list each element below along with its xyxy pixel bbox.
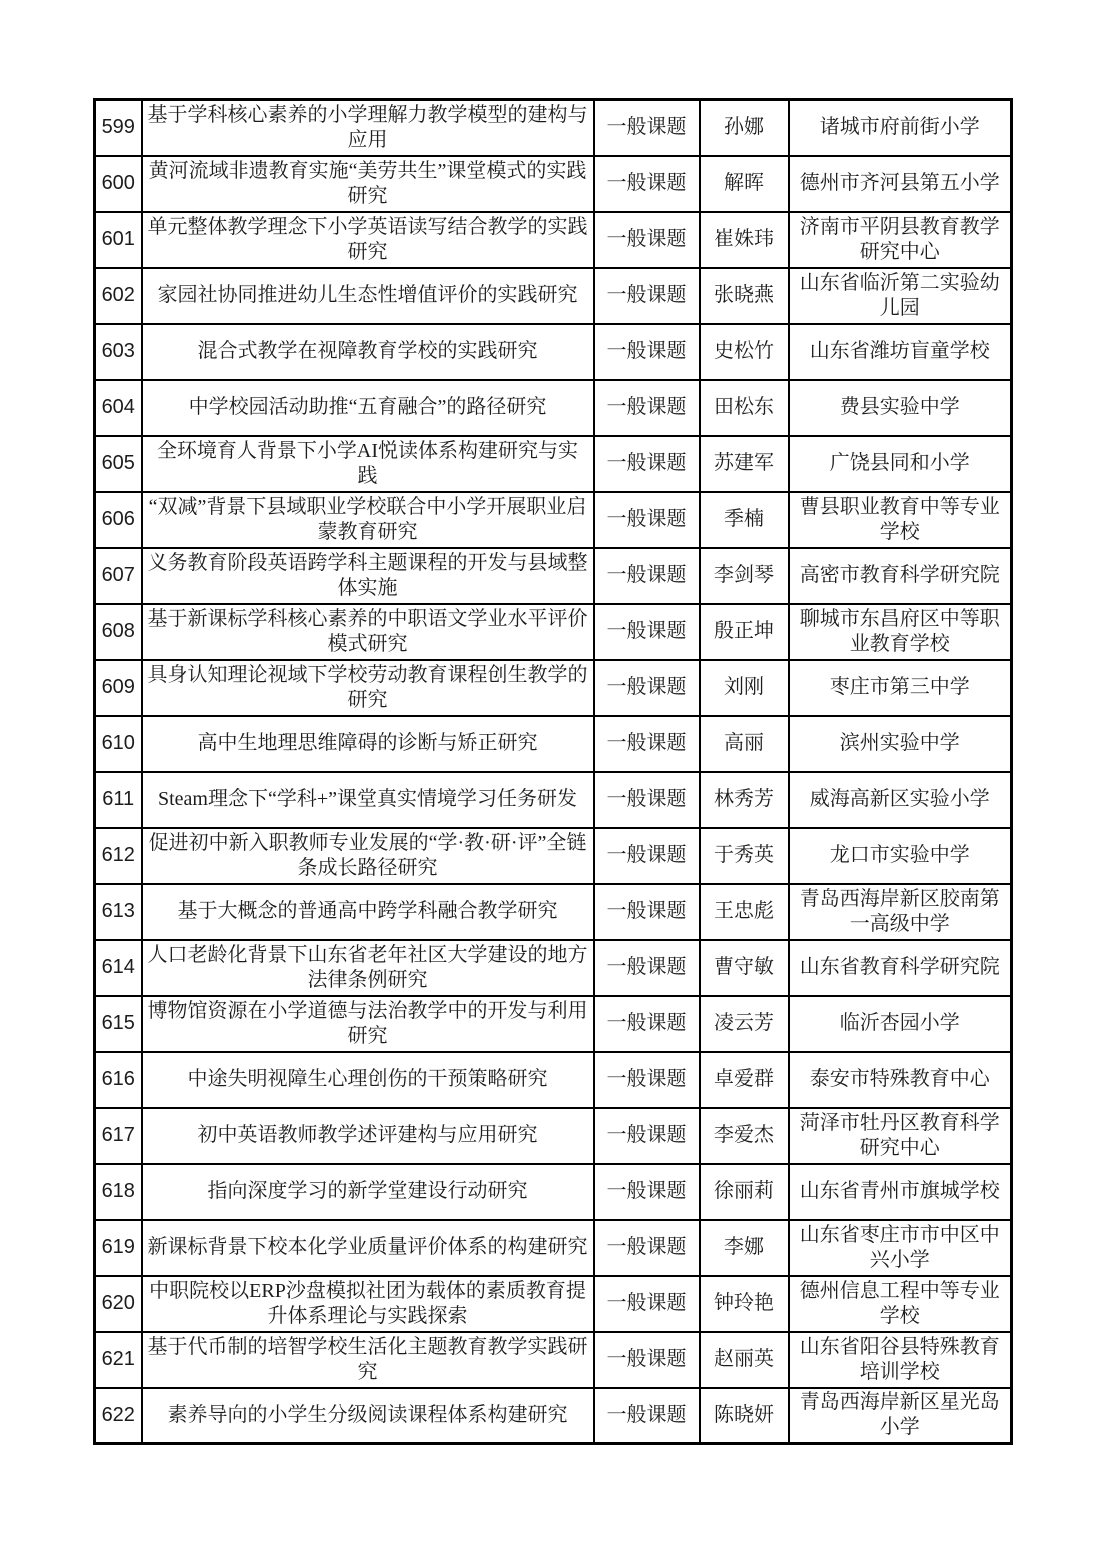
institution-cell: 济南市平阴县教育教学研究中心 — [789, 212, 1012, 268]
table-row — [95, 100, 1012, 156]
institution-cell: 枣庄市第三中学 — [789, 660, 1012, 716]
serial-number-cell: 621 — [95, 1332, 142, 1388]
category-cell: 一般课题 — [594, 324, 700, 380]
project-title-cell: 基于新课标学科核心素养的中职语文学业水平评价模式研究 — [142, 604, 594, 660]
leader-name-cell: 殷正坤 — [700, 604, 789, 660]
leader-name-cell: 李剑琴 — [700, 548, 789, 604]
project-title-cell: 基于学科核心素养的小学理解力教学模型的建构与应用 — [142, 100, 594, 156]
institution-cell: 青岛西海岸新区星光岛小学 — [789, 1388, 1012, 1444]
institution-cell: 山东省枣庄市市中区中兴小学 — [789, 1220, 1012, 1276]
institution-cell: 滨州实验中学 — [789, 716, 1012, 772]
category-cell: 一般课题 — [594, 268, 700, 324]
table-row — [95, 1332, 1012, 1388]
leader-name-cell: 张晓燕 — [700, 268, 789, 324]
project-title-cell: 初中英语教师教学述评建构与应用研究 — [142, 1108, 594, 1164]
institution-cell: 龙口市实验中学 — [789, 828, 1012, 884]
category-cell: 一般课题 — [594, 1052, 700, 1108]
table-row — [95, 884, 1012, 940]
leader-name-cell: 李娜 — [700, 1220, 789, 1276]
project-title-cell: 中职院校以ERP沙盘模拟社团为载体的素质教育提升体系理论与实践探索 — [142, 1276, 594, 1332]
leader-name-cell: 解晖 — [700, 156, 789, 212]
project-title-cell: 具身认知理论视域下学校劳动教育课程创生教学的研究 — [142, 660, 594, 716]
table-row — [95, 940, 1012, 996]
project-title-cell: 黄河流域非遗教育实施“美劳共生”课堂模式的实践研究 — [142, 156, 594, 212]
project-title-cell: 全环境育人背景下小学AI悦读体系构建研究与实践 — [142, 436, 594, 492]
project-title-cell: 混合式教学在视障教育学校的实践研究 — [142, 324, 594, 380]
serial-number-cell: 617 — [95, 1108, 142, 1164]
project-title-cell: 基于大概念的普通高中跨学科融合教学研究 — [142, 884, 594, 940]
leader-name-cell: 田松东 — [700, 380, 789, 436]
serial-number-cell: 603 — [95, 324, 142, 380]
serial-number-cell: 608 — [95, 604, 142, 660]
leader-name-cell: 崔姝玮 — [700, 212, 789, 268]
institution-cell: 高密市教育科学研究院 — [789, 548, 1012, 604]
category-cell: 一般课题 — [594, 548, 700, 604]
category-cell: 一般课题 — [594, 1108, 700, 1164]
category-cell: 一般课题 — [594, 212, 700, 268]
category-cell: 一般课题 — [594, 604, 700, 660]
leader-name-cell: 陈晓妍 — [700, 1388, 789, 1444]
table-row — [95, 1220, 1012, 1276]
category-cell: 一般课题 — [594, 380, 700, 436]
serial-number-cell: 616 — [95, 1052, 142, 1108]
institution-cell: 山东省青州市旗城学校 — [789, 1164, 1012, 1220]
institution-cell: 广饶县同和小学 — [789, 436, 1012, 492]
category-cell: 一般课题 — [594, 156, 700, 212]
table-row — [95, 660, 1012, 716]
project-title-cell: “双减”背景下县域职业学校联合中小学开展职业启蒙教育研究 — [142, 492, 594, 548]
institution-cell: 山东省临沂第二实验幼儿园 — [789, 268, 1012, 324]
serial-number-cell: 604 — [95, 380, 142, 436]
project-approval-table-container — [93, 98, 1013, 1445]
institution-cell: 临沂杏园小学 — [789, 996, 1012, 1052]
leader-name-cell: 钟玲艳 — [700, 1276, 789, 1332]
table-row — [95, 716, 1012, 772]
table-row — [95, 1388, 1012, 1444]
category-cell: 一般课题 — [594, 1276, 700, 1332]
institution-cell: 青岛西海岸新区胶南第一高级中学 — [789, 884, 1012, 940]
serial-number-cell: 606 — [95, 492, 142, 548]
serial-number-cell: 614 — [95, 940, 142, 996]
leader-name-cell: 高丽 — [700, 716, 789, 772]
project-title-cell: 单元整体教学理念下小学英语读写结合教学的实践研究 — [142, 212, 594, 268]
leader-name-cell: 林秀芳 — [700, 772, 789, 828]
project-title-cell: 家园社协同推进幼儿生态性增值评价的实践研究 — [142, 268, 594, 324]
category-cell: 一般课题 — [594, 940, 700, 996]
project-title-cell: 素养导向的小学生分级阅读课程体系构建研究 — [142, 1388, 594, 1444]
table-row — [95, 1164, 1012, 1220]
leader-name-cell: 史松竹 — [700, 324, 789, 380]
project-title-cell: 博物馆资源在小学道德与法治教学中的开发与利用研究 — [142, 996, 594, 1052]
project-title-cell: 中途失明视障生心理创伤的干预策略研究 — [142, 1052, 594, 1108]
project-title-cell: 高中生地理思维障碍的诊断与矫正研究 — [142, 716, 594, 772]
serial-number-cell: 615 — [95, 996, 142, 1052]
project-title-cell: 新课标背景下校本化学业质量评价体系的构建研究 — [142, 1220, 594, 1276]
leader-name-cell: 孙娜 — [700, 100, 789, 156]
category-cell: 一般课题 — [594, 996, 700, 1052]
category-cell: 一般课题 — [594, 716, 700, 772]
table-row — [95, 212, 1012, 268]
category-cell: 一般课题 — [594, 436, 700, 492]
institution-cell: 诸城市府前街小学 — [789, 100, 1012, 156]
institution-cell: 威海高新区实验小学 — [789, 772, 1012, 828]
category-cell: 一般课题 — [594, 1388, 700, 1444]
leader-name-cell: 曹守敏 — [700, 940, 789, 996]
table-row — [95, 548, 1012, 604]
serial-number-cell: 613 — [95, 884, 142, 940]
table-row — [95, 996, 1012, 1052]
serial-number-cell: 599 — [95, 100, 142, 156]
table-row — [95, 828, 1012, 884]
serial-number-cell: 612 — [95, 828, 142, 884]
project-title-cell: Steam理念下“学科+”课堂真实情境学习任务研发 — [142, 772, 594, 828]
project-approval-table — [93, 98, 1013, 1445]
category-cell: 一般课题 — [594, 1164, 700, 1220]
serial-number-cell: 622 — [95, 1388, 142, 1444]
category-cell: 一般课题 — [594, 492, 700, 548]
project-title-cell: 指向深度学习的新学堂建设行动研究 — [142, 1164, 594, 1220]
table-row — [95, 1052, 1012, 1108]
leader-name-cell: 刘刚 — [700, 660, 789, 716]
leader-name-cell: 凌云芳 — [700, 996, 789, 1052]
category-cell: 一般课题 — [594, 1220, 700, 1276]
institution-cell: 山东省阳谷县特殊教育培训学校 — [789, 1332, 1012, 1388]
category-cell: 一般课题 — [594, 660, 700, 716]
leader-name-cell: 赵丽英 — [700, 1332, 789, 1388]
serial-number-cell: 609 — [95, 660, 142, 716]
institution-cell: 德州信息工程中等专业学校 — [789, 1276, 1012, 1332]
institution-cell: 泰安市特殊教育中心 — [789, 1052, 1012, 1108]
institution-cell: 山东省教育科学研究院 — [789, 940, 1012, 996]
institution-cell: 菏泽市牡丹区教育科学研究中心 — [789, 1108, 1012, 1164]
serial-number-cell: 618 — [95, 1164, 142, 1220]
leader-name-cell: 季楠 — [700, 492, 789, 548]
leader-name-cell: 苏建军 — [700, 436, 789, 492]
project-title-cell: 义务教育阶段英语跨学科主题课程的开发与县域整体实施 — [142, 548, 594, 604]
institution-cell: 山东省潍坊盲童学校 — [789, 324, 1012, 380]
category-cell: 一般课题 — [594, 772, 700, 828]
leader-name-cell: 于秀英 — [700, 828, 789, 884]
table-row — [95, 380, 1012, 436]
serial-number-cell: 602 — [95, 268, 142, 324]
serial-number-cell: 619 — [95, 1220, 142, 1276]
institution-cell: 聊城市东昌府区中等职业教育学校 — [789, 604, 1012, 660]
leader-name-cell: 李爱杰 — [700, 1108, 789, 1164]
category-cell: 一般课题 — [594, 884, 700, 940]
leader-name-cell: 王忠彪 — [700, 884, 789, 940]
table-row — [95, 604, 1012, 660]
serial-number-cell: 605 — [95, 436, 142, 492]
serial-number-cell: 611 — [95, 772, 142, 828]
serial-number-cell: 600 — [95, 156, 142, 212]
table-row — [95, 268, 1012, 324]
institution-cell: 德州市齐河县第五小学 — [789, 156, 1012, 212]
table-row — [95, 772, 1012, 828]
institution-cell: 费县实验中学 — [789, 380, 1012, 436]
category-cell: 一般课题 — [594, 828, 700, 884]
leader-name-cell: 卓爱群 — [700, 1052, 789, 1108]
project-title-cell: 基于代币制的培智学校生活化主题教育教学实践研究 — [142, 1332, 594, 1388]
serial-number-cell: 620 — [95, 1276, 142, 1332]
project-title-cell: 促进初中新入职教师专业发展的“学·教·研·评”全链条成长路径研究 — [142, 828, 594, 884]
project-title-cell: 人口老龄化背景下山东省老年社区大学建设的地方法律条例研究 — [142, 940, 594, 996]
table-row — [95, 1276, 1012, 1332]
serial-number-cell: 601 — [95, 212, 142, 268]
table-row — [95, 492, 1012, 548]
table-row — [95, 156, 1012, 212]
category-cell: 一般课题 — [594, 100, 700, 156]
serial-number-cell: 607 — [95, 548, 142, 604]
table-row — [95, 1108, 1012, 1164]
leader-name-cell: 徐丽莉 — [700, 1164, 789, 1220]
serial-number-cell: 610 — [95, 716, 142, 772]
table-row — [95, 324, 1012, 380]
category-cell: 一般课题 — [594, 1332, 700, 1388]
institution-cell: 曹县职业教育中等专业学校 — [789, 492, 1012, 548]
table-row — [95, 436, 1012, 492]
project-title-cell: 中学校园活动助推“五育融合”的路径研究 — [142, 380, 594, 436]
table-body — [95, 100, 1012, 1444]
